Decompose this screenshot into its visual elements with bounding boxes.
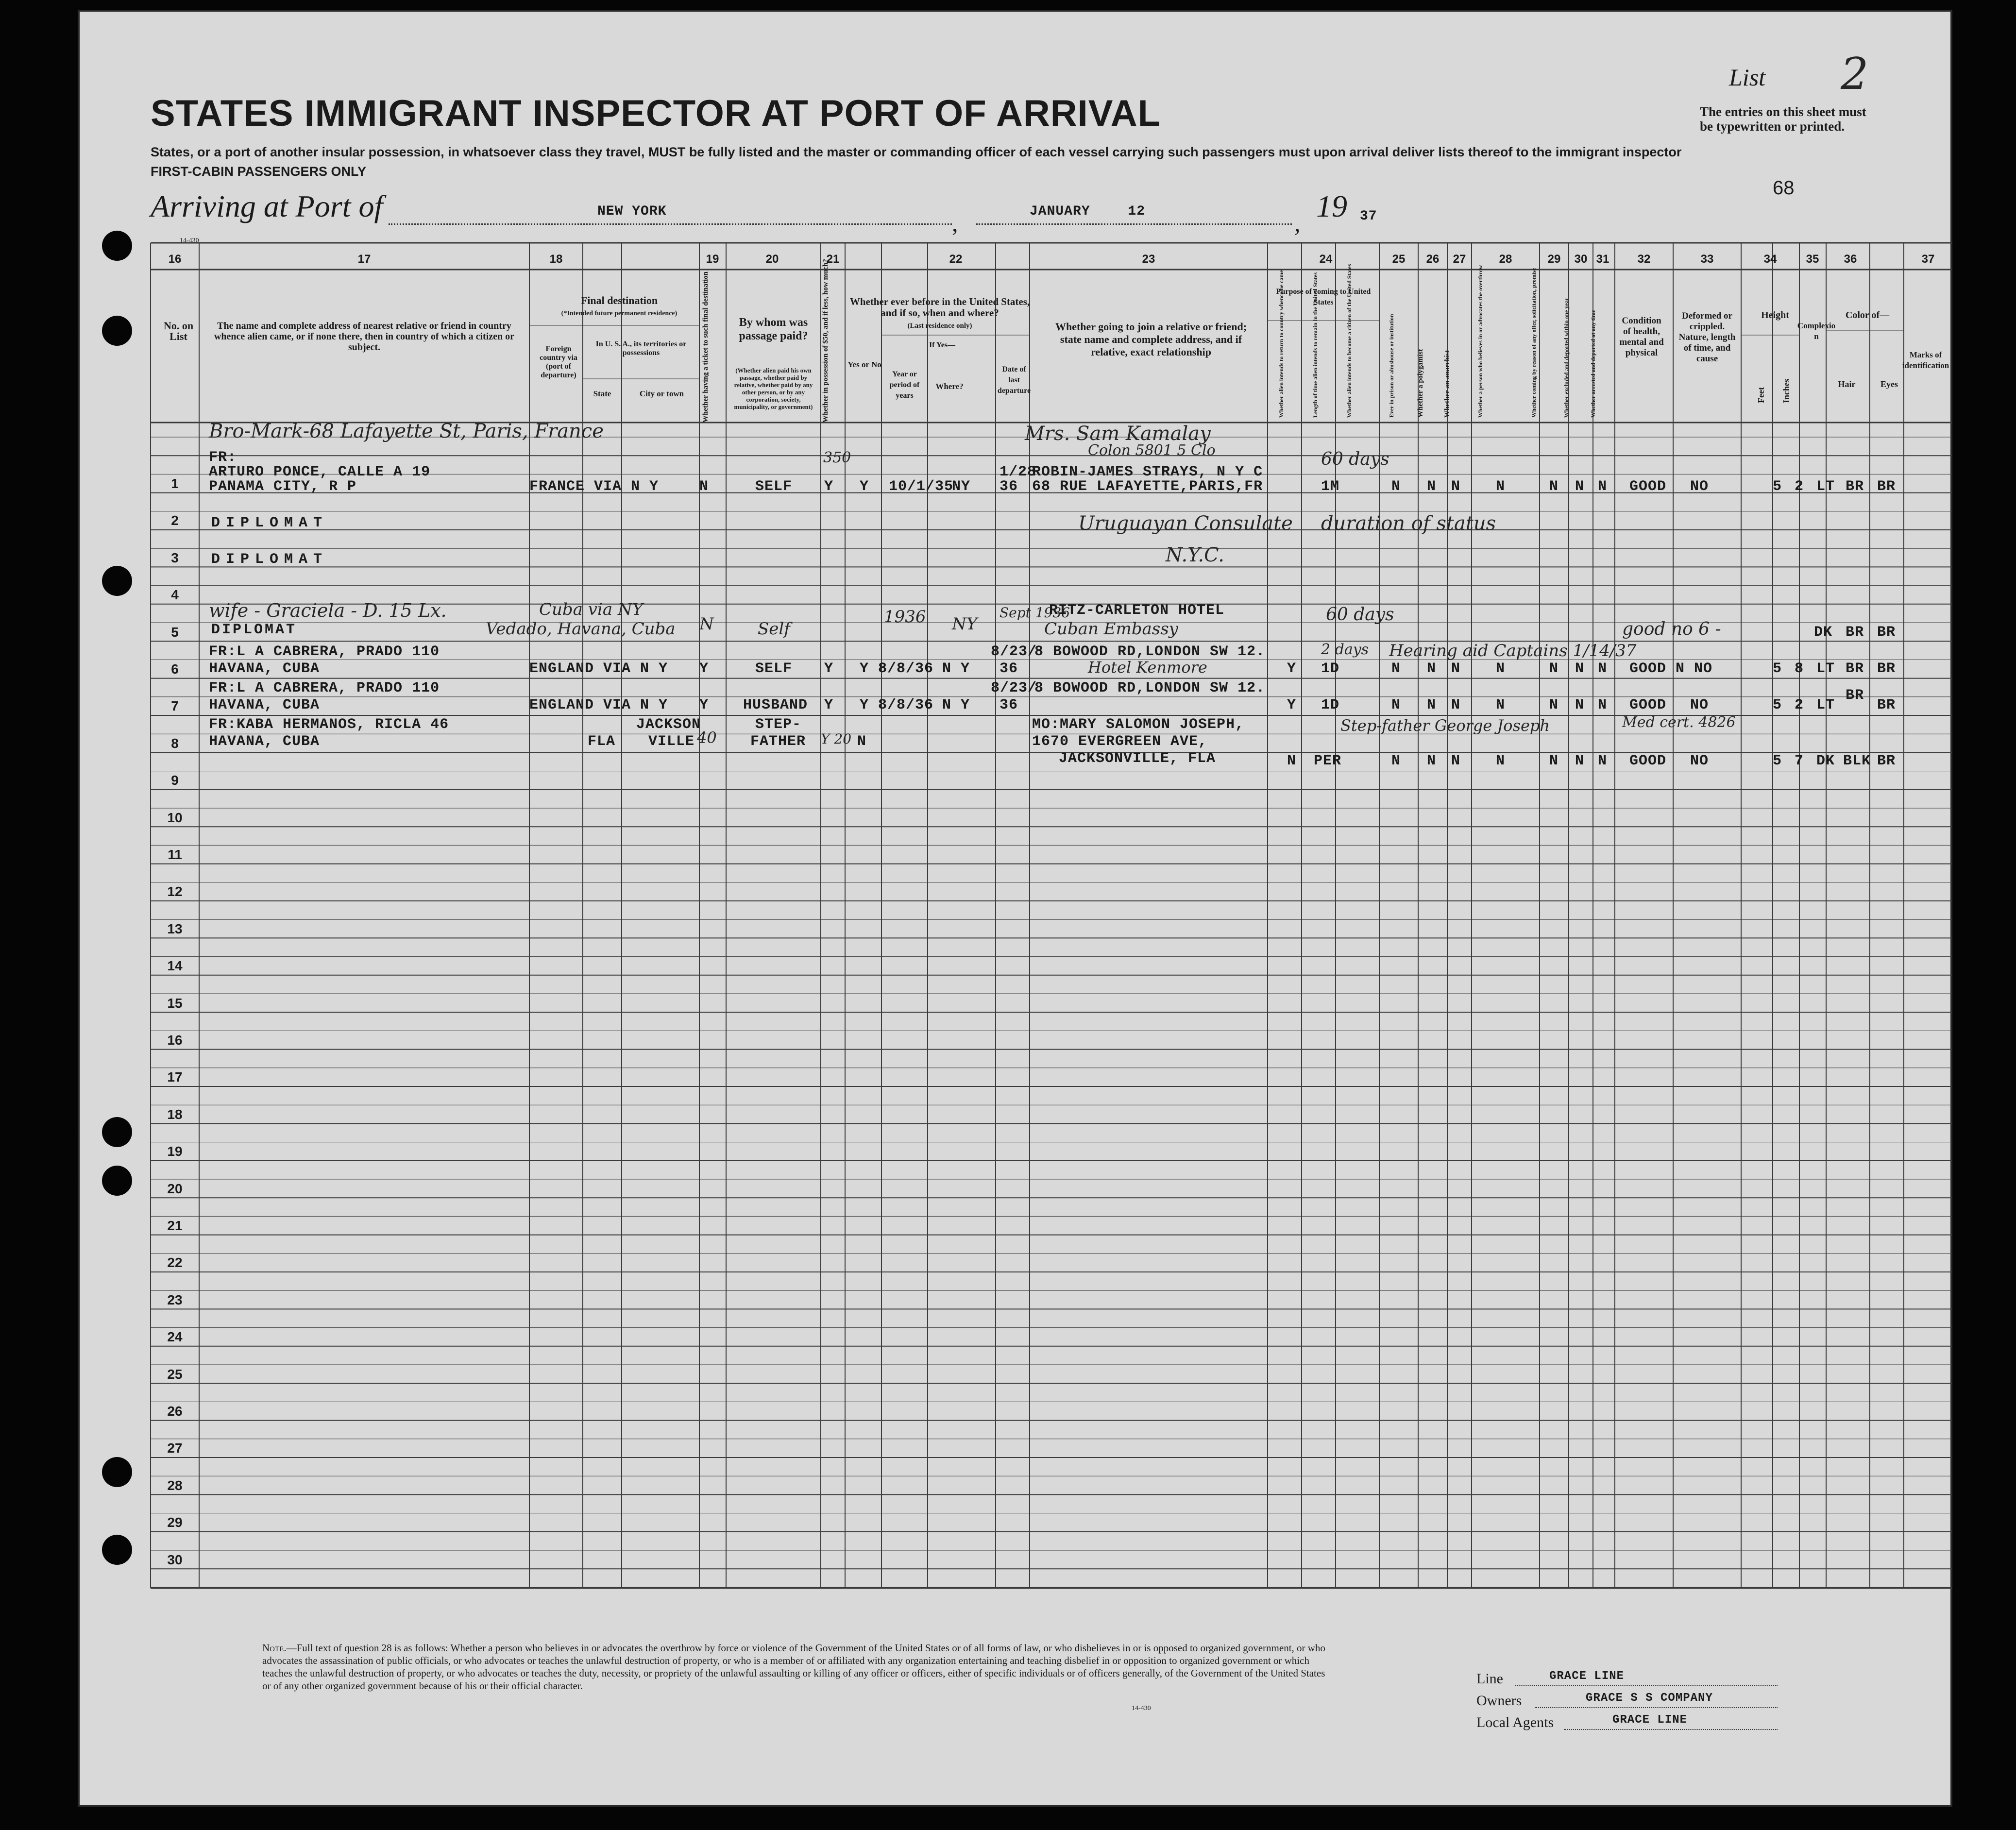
header-join-relative: Whether going to join a relative or friend; state name and complete address, and if relative, exact relationship	[1055, 321, 1247, 358]
r5-hair: BR	[1846, 624, 1864, 641]
header-where: Where?	[935, 382, 964, 391]
r2-name: DIPLOMAT	[211, 515, 328, 531]
r6-inches: 8	[1795, 661, 1804, 677]
r8-feet: 5	[1773, 753, 1782, 769]
r8-inches: 7	[1795, 753, 1804, 769]
column-number: 28	[1499, 253, 1512, 266]
r7-year: Y 8/8/36	[860, 697, 934, 713]
row-number: 20	[167, 1181, 183, 1196]
binder-hole	[44, 1457, 74, 1487]
header-purpose: Purpose of coming to United States	[1276, 288, 1371, 306]
r7-q25: N	[1391, 697, 1401, 713]
row-number: 8	[171, 735, 179, 751]
form-code-top: 14-430	[180, 237, 199, 244]
r1-q25: N	[1391, 478, 1401, 495]
header-in-usa: In U. S. A., its territories or possessions	[595, 340, 687, 357]
row-number: 25	[167, 1366, 183, 1382]
r8-q25: N	[1391, 753, 1401, 769]
column-number: 23	[1142, 253, 1155, 266]
r1-q31: N	[1598, 478, 1608, 495]
r6-ticket: Y	[699, 661, 709, 677]
header-feet: Feet	[1756, 387, 1766, 403]
r7-q27: N	[1451, 697, 1461, 713]
header-marks: Marks of identification	[1902, 350, 1949, 370]
footer-note-text: —Full text of question 28 is as follows: Whether a person who believes in or advocates the overthrow by force or violence of the Government of the United States or of all forms of law, or who disbelieves in or is opposed to organized government, or who advocates the assassination of public officials, or who advocates or teaches the unlawful destruction of property, or who is a member of or affiliated with any organization entertaining and teaching disbelief in or opposition to organized government or which teaches the unlawful destruction of property, or who advocates or teaches the duty, necessity, or propriety of the unlawful assaulting or killing of any officer or officers, either of specific individuals or of officers generally, of the Government of the United States or of any other organized government because of his or their official character.	[262, 1642, 1325, 1692]
header-hair: Hair	[1838, 379, 1856, 389]
port-value: NEW YORK	[597, 204, 667, 219]
row-number: 12	[167, 884, 183, 899]
r8-paid-line2: FATHER	[750, 733, 806, 750]
header-date-departure: Date of last departure	[997, 365, 1031, 395]
header-no-on-list: No. on List	[163, 320, 194, 342]
r8-before: N	[857, 733, 867, 750]
header-offer: Whether coming by reason of any offer, solicitation, promise	[1530, 268, 1537, 418]
r6-deformed: N NO	[1676, 661, 1713, 677]
r7-q24: Y	[1287, 697, 1297, 713]
header-nearest-relative: The name and complete address of nearest relative or friend in country whence alien came, or if none there, then in country of which a citizen or subject.	[214, 321, 515, 353]
header-passage-paid-sub: (Whether alien paid his own passage, whether paid by relative, whether paid by any other person, or by any corporation, society, municipality, or government)	[734, 367, 813, 410]
header-yes-no: Yes or No	[847, 360, 881, 369]
hw-money-row1: 350	[823, 449, 851, 466]
r8-eyes: BR	[1877, 753, 1896, 769]
r1-date2: 36	[1000, 478, 1018, 495]
r6-relative-line2: HAVANA, CUBA	[209, 661, 320, 677]
column-number: 35	[1806, 253, 1819, 266]
binder-hole	[102, 1535, 132, 1565]
r6-q30: N	[1575, 661, 1585, 677]
r1-hair: BR	[1846, 478, 1864, 495]
r8-join-line1: MO:MARY SALOMON JOSEPH,	[1032, 716, 1245, 733]
row-number: 22	[167, 1255, 183, 1271]
r7-time: 1D	[1321, 697, 1340, 713]
r8-q31: N	[1598, 753, 1608, 769]
r6-paid: SELF	[755, 661, 793, 677]
header-final-destination-sub: (*Intended future permanent residence)	[561, 310, 678, 317]
r6-money: Y	[824, 661, 834, 677]
row-number: 19	[167, 1144, 183, 1159]
hw-relative-row0: Bro-Mark-68 Lafayette St, Paris, France	[209, 420, 604, 442]
r7-q28: N	[1496, 697, 1506, 713]
row-number: 4	[171, 587, 179, 603]
hw-health-row8: Med cert. 4826	[1622, 714, 1736, 731]
row-number: 23	[167, 1292, 183, 1307]
r1-q28: N	[1496, 478, 1506, 495]
r1-q30: N	[1575, 478, 1585, 495]
r8-complexion: DK	[1816, 753, 1835, 769]
binder-hole	[44, 1166, 74, 1196]
row-number: 17	[167, 1069, 183, 1085]
binder-hole	[44, 566, 74, 596]
r7-complexion: LT	[1816, 697, 1835, 713]
column-number: 27	[1453, 253, 1466, 266]
year-suffix: 37	[1360, 209, 1377, 224]
hw-join-row0: Mrs. Sam Kamalay	[1025, 423, 1211, 445]
row-number: 5	[171, 624, 179, 640]
r6-q25: N	[1391, 661, 1401, 677]
hw-time-row1: 60 days	[1321, 449, 1389, 469]
ruled-grid	[78, 10, 1952, 1807]
line-value: GRACE LINE	[1549, 1670, 1625, 1683]
r7-money: Y	[824, 697, 834, 713]
hw-join-row3: N.Y.C.	[1166, 544, 1225, 566]
r6-eyes: BR	[1877, 661, 1896, 677]
date-value: JANUARY 12	[1030, 204, 1146, 219]
agents-value: GRACE LINE	[1612, 1713, 1688, 1727]
hw-time-row5: 60 days	[1326, 605, 1394, 625]
r5-eyes: BR	[1877, 624, 1896, 641]
r6-year: Y 8/8/36	[860, 661, 934, 677]
r6-date: 8/23/	[991, 644, 1037, 660]
year-prefix: 19	[1316, 189, 1347, 223]
r7-relative-line2: HAVANA, CUBA	[209, 697, 320, 713]
r7-ticket: Y	[699, 697, 709, 713]
r1-complexion: LT	[1816, 478, 1835, 495]
header-polygamist: Whether a polygamist	[1417, 349, 1424, 418]
r6-feet: 5	[1773, 661, 1782, 677]
r6-time: 1D	[1321, 661, 1340, 677]
r1-time: 1M	[1321, 478, 1340, 495]
footer-form-code: 14-430	[1132, 1705, 1151, 1712]
list-number: 2	[1841, 49, 1869, 100]
hw-join2-row0: Colon 5801 5 Clo	[1088, 442, 1216, 459]
r1-join-line2: 68 RUE LAFAYETTE,PARIS,FR	[1032, 478, 1263, 495]
comma-1: ,	[952, 209, 958, 237]
header-excluded: Whether excluded and deported within one year	[1563, 297, 1570, 418]
r8-q30: N	[1575, 753, 1585, 769]
r1-join-line1: ROBIN-JAMES STRAYS, N Y C	[1032, 464, 1263, 480]
row-number: 2	[171, 513, 179, 528]
r7-q30: N	[1575, 697, 1585, 713]
header-health: Condition of health, mental and physical	[1619, 316, 1664, 358]
header-ticket: Whether having a ticket to such final destination	[702, 271, 710, 423]
binder-hole	[102, 1117, 132, 1147]
r8-q27: N	[1451, 753, 1461, 769]
column-number: 32	[1637, 253, 1651, 266]
binder-hole	[102, 231, 132, 261]
r7-where: N Y	[942, 697, 970, 713]
entries-note-2: be typewritten or printed.	[1700, 119, 1845, 134]
comma-2: ,	[1294, 209, 1301, 237]
row-number: 3	[171, 550, 179, 565]
column-number: 24	[1319, 253, 1333, 266]
r8-state: FLA	[588, 733, 616, 750]
row-number: 26	[167, 1404, 183, 1419]
header-color-of: Color of—	[1845, 310, 1890, 321]
header-height: Height	[1761, 310, 1789, 321]
r5-join: RITZ-CARLETON HOTEL	[1049, 602, 1225, 619]
header-return: Whether alien intends to return to country whence he came	[1278, 270, 1285, 418]
hw-time-row6: 2 days	[1321, 641, 1369, 658]
r8-paid-line1: STEP-	[755, 716, 802, 733]
r7-hair: BR	[1846, 687, 1864, 704]
date-underline	[976, 223, 1292, 225]
r1-q29: N	[1549, 478, 1559, 495]
header-anarchist: Whether an anarchist	[1443, 350, 1451, 418]
header-if-yes: If Yes—	[929, 341, 956, 349]
hw-marks-row5: good no 6 -	[1622, 619, 1721, 639]
r8-join-line3: JACKSONVILLE, FLA	[1059, 750, 1216, 767]
binder-hole	[44, 231, 74, 261]
r1-money: Y	[824, 478, 834, 495]
binder-hole	[102, 1457, 132, 1487]
r1-health: GOOD	[1629, 478, 1667, 495]
r1-eyes: BR	[1877, 478, 1896, 495]
r8-deformed: NO	[1690, 753, 1709, 769]
r8-city-line1: JACKSON	[636, 716, 701, 733]
row-number: 13	[167, 921, 183, 936]
column-number: 22	[949, 253, 963, 266]
r7-join: 8 BOWOOD RD,LONDON SW 12.	[1034, 680, 1266, 696]
r1-relative-line1: FR:	[209, 449, 237, 466]
r6-q28: N	[1496, 661, 1506, 677]
row-number: 30	[167, 1552, 183, 1567]
r8-q28: N	[1496, 753, 1506, 769]
header-ever-before-sub: (Last residence only)	[907, 322, 972, 330]
r6-destination: ENGLAND VIA N Y	[529, 661, 668, 677]
column-number: 33	[1700, 253, 1714, 266]
row-number: 7	[171, 698, 179, 714]
r6-q27: N	[1451, 661, 1461, 677]
row-number: 14	[167, 958, 183, 974]
column-number: 31	[1596, 253, 1609, 266]
line-underline	[1515, 1685, 1778, 1686]
page-reference: 68	[1773, 177, 1795, 199]
r1-ticket: N	[699, 478, 709, 495]
header-inches: Inches	[1781, 378, 1791, 403]
header-passage-paid: By whom was passage paid?	[739, 316, 808, 342]
r5-complexion: DK	[1814, 624, 1833, 641]
footer-note-label: Note.	[262, 1642, 287, 1654]
binder-hole	[102, 1166, 132, 1196]
hw-relative2-row5: Vedado, Havana, Cuba	[486, 619, 676, 639]
instructions-line: States, or a port of another insular possession, in whatsoever class they travel, MUST be fully listed and the master or commanding officer of each vessel carrying such passengers must upon arrival deliver lists thereof to the immigrant inspector	[151, 145, 1682, 159]
r8-health: GOOD	[1629, 753, 1667, 769]
r6-join: 8 BOWOOD RD,LONDON SW 12.	[1034, 644, 1266, 660]
entries-note-1: The entries on this sheet must	[1700, 104, 1866, 119]
column-number: 25	[1392, 253, 1406, 266]
hw-ticket-row8: 40	[697, 729, 717, 747]
r7-paid: HUSBAND	[743, 697, 808, 713]
form-title: STATES IMMIGRANT INSPECTOR AT PORT OF ARRIVAL	[151, 93, 1161, 134]
row-number: 11	[168, 847, 182, 862]
r7-date2: 36	[1000, 697, 1018, 713]
r8-relative-line1: FR:KABA HERMANOS, RICLA 46	[209, 716, 449, 733]
column-number: 19	[706, 253, 719, 266]
r8-q26: N	[1427, 753, 1437, 769]
header-deported: Whether arrested and deported at any time	[1590, 309, 1596, 418]
agents-underline	[1564, 1729, 1778, 1730]
r1-q27: N	[1451, 478, 1461, 495]
r8-relative-line2: HAVANA, CUBA	[209, 733, 320, 750]
header-length-time: Length of time alien intends to remain in the United States	[1312, 272, 1319, 418]
r1-where: NY	[952, 478, 971, 495]
header-eyes: Eyes	[1880, 379, 1898, 389]
r7-deformed: NO	[1690, 697, 1709, 713]
hw-extra-row6: Hearing aid Captains 1/14/37	[1389, 641, 1637, 661]
row-number: 27	[167, 1440, 183, 1456]
row-number: 6	[171, 661, 179, 677]
first-cabin-line: FIRST-CABIN PASSENGERS ONLY	[151, 164, 367, 179]
owners-value: GRACE S S COMPANY	[1586, 1692, 1713, 1705]
column-number: 17	[357, 253, 371, 266]
row-number: 29	[167, 1515, 183, 1530]
header-become-citizen: Whether alien intends to become a citizen of the United States	[1346, 264, 1353, 418]
r8-q29: N	[1549, 753, 1559, 769]
r7-inches: 2	[1795, 697, 1804, 713]
port-underline	[389, 223, 952, 225]
header-city: City or town	[639, 389, 684, 398]
r6-date2: 36	[1000, 661, 1018, 677]
r1-year: 10/1/35	[889, 478, 954, 495]
hw-relative-row5: wife - Graciela - D. 15 Lx.	[209, 600, 447, 621]
column-number: 16	[168, 253, 182, 266]
hw-money-row8: Y 20	[821, 731, 852, 747]
r7-feet: 5	[1773, 697, 1782, 713]
r1-relative-line3: PANAMA CITY, R P	[209, 478, 357, 495]
row-number: 1	[171, 476, 179, 491]
row-number: 15	[167, 995, 183, 1011]
hw-join-row2: Uruguayan Consulate	[1078, 512, 1293, 535]
r7-eyes: BR	[1877, 697, 1896, 713]
column-number: 37	[1921, 253, 1935, 266]
header-state: State	[593, 389, 611, 398]
r1-relative-line2: ARTURO PONCE, CALLE A 19	[209, 464, 431, 480]
header-foreign-country: Foreign country via (port of departure)	[540, 345, 577, 379]
hw-join-row5: Cuban Embassy	[1044, 619, 1178, 639]
header-complexion: Complexion	[1797, 321, 1836, 341]
r7-health: GOOD	[1629, 697, 1667, 713]
r1-feet: 5	[1773, 478, 1782, 495]
r8-city-line2: VILLE	[648, 733, 695, 750]
r1-inches: 2	[1795, 478, 1804, 495]
column-number: 30	[1574, 253, 1588, 266]
hw-dest-row5: Cuba via NY	[539, 600, 644, 619]
column-number: 18	[549, 253, 563, 266]
r7-q31: N	[1598, 697, 1608, 713]
column-number: 26	[1426, 253, 1440, 266]
row-number: 10	[167, 810, 183, 825]
row-number: 16	[167, 1033, 183, 1048]
r1-deformed: NO	[1690, 478, 1709, 495]
header-fifty-dollars: Whether in possession of $50, and if less, how much?	[822, 259, 830, 423]
r7-q29: N	[1549, 697, 1559, 713]
binder-hole	[102, 566, 132, 596]
row-number: 21	[167, 1218, 183, 1233]
r6-q29: N	[1549, 661, 1559, 677]
manifest-sheet	[78, 10, 1952, 1807]
row-number: 9	[171, 773, 179, 788]
binder-hole	[44, 1117, 74, 1147]
r6-hair: BR	[1846, 661, 1864, 677]
r1-destination: FRANCE VIA N Y	[529, 478, 659, 495]
r8-hair: BLK	[1843, 753, 1871, 769]
r7-q26: N	[1427, 697, 1437, 713]
r1-date: 1/28	[1000, 464, 1037, 480]
hw-purpose-row2: duration of status	[1321, 512, 1496, 535]
r6-q26: N	[1427, 661, 1437, 677]
hw-where-row5: NY	[952, 614, 978, 634]
line-label: Line	[1476, 1671, 1503, 1687]
r6-complexion: LT	[1816, 661, 1835, 677]
binder-hole	[44, 1535, 74, 1565]
r1-before: Y	[860, 478, 869, 495]
footer-note	[262, 1642, 1331, 1692]
r8-join-line2: 1670 EVERGREEN AVE,	[1032, 733, 1208, 750]
column-number: 21	[826, 253, 840, 266]
column-number: 29	[1547, 253, 1561, 266]
agents-label: Local Agents	[1476, 1714, 1554, 1730]
hw-join-row6: Hotel Kenmore	[1088, 658, 1207, 677]
row-number: 28	[167, 1477, 183, 1493]
r8-time: PER	[1314, 753, 1342, 769]
r6-health: GOOD	[1629, 661, 1667, 677]
column-number: 36	[1844, 253, 1857, 266]
hw-marks-row8: Step-father George Joseph	[1340, 716, 1550, 735]
header-year-period: Year or period of years	[889, 370, 920, 400]
header-overthrow: Whether a person who believes in or advocates the overthrow	[1477, 265, 1484, 418]
r7-destination: ENGLAND VIA N Y	[529, 697, 668, 713]
header-prison: Ever in prison or almshouse or institution	[1388, 314, 1395, 418]
r6-relative-line1: FR:L A CABRERA, PRADO 110	[209, 644, 440, 660]
column-number: 20	[765, 253, 779, 266]
r7-date: 8/23/	[991, 680, 1037, 696]
header-ever-before: Whether ever before in the United States, and if so, when and where?	[849, 296, 1030, 319]
r1-q26: N	[1427, 478, 1437, 495]
r3-name: DIPLOMAT	[211, 551, 328, 568]
row-number: 24	[167, 1329, 183, 1345]
binder-hole	[44, 316, 74, 346]
header-deformed: Deformed or crippled. Nature, length of time, and cause	[1678, 311, 1736, 364]
list-label: List	[1729, 64, 1766, 91]
r6-q24: Y	[1287, 661, 1297, 677]
binder-hole	[102, 316, 132, 346]
row-number: 18	[167, 1106, 183, 1122]
column-number: 34	[1763, 253, 1777, 266]
arriving-label: Arriving at Port of	[151, 189, 383, 223]
r7-relative-line1: FR:L A CABRERA, PRADO 110	[209, 680, 440, 696]
owners-label: Owners	[1476, 1693, 1522, 1709]
header-final-destination: Final destination	[580, 294, 658, 306]
hw-year-row5: 1936	[884, 607, 926, 627]
owners-underline	[1535, 1707, 1778, 1708]
r6-where: N Y	[942, 661, 970, 677]
r1-paid: SELF	[755, 478, 793, 495]
hw-paid-row5: Self	[758, 619, 790, 639]
r8-q24: N	[1287, 753, 1297, 769]
r6-q31: N	[1598, 661, 1608, 677]
hw-date-row5: Sept 1936	[1000, 605, 1070, 621]
r5-name: DIPLOMAT	[211, 622, 297, 638]
r5-ticket: N	[699, 614, 714, 634]
